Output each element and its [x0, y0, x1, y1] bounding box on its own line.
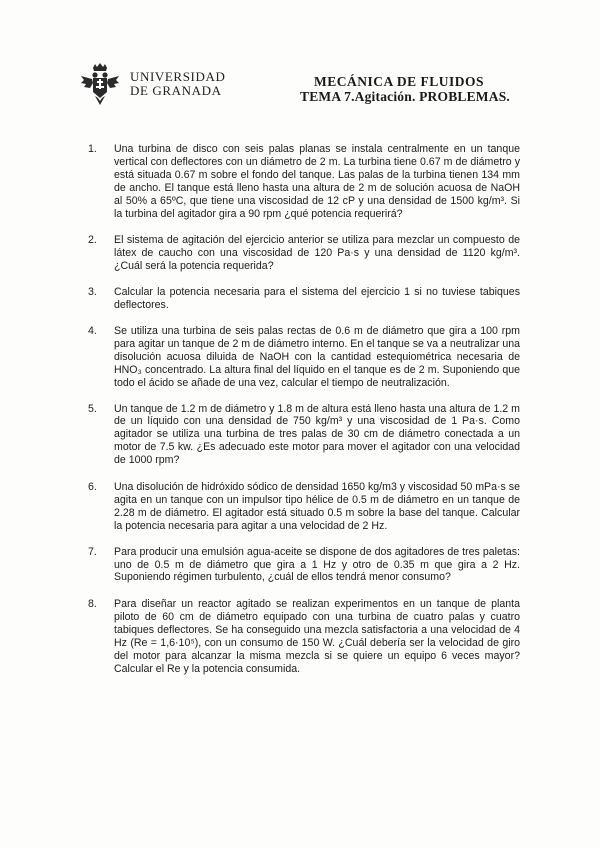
problem-item-1 [88, 143, 520, 220]
problem-item-8 [88, 598, 520, 675]
course-heading [300, 74, 510, 104]
university-crest-icon [78, 62, 122, 106]
university-name-line2: DE GRANADA [130, 83, 222, 98]
problem-item-5 [88, 403, 520, 468]
problem-number: 1. [88, 143, 97, 155]
problem-number: 6. [88, 481, 97, 494]
problem-text: Una turbina de disco con seis palas planas se instala centralmente en un tanque vertical con deflectores con un diámetro de 2 m. La turbina tiene 0.67 m de diámetro y está situada 0.67 m sobre el fondo del tanque. Las palas de la turbina tienen 134 mm de ancho. El tanque está lleno hasta una altura de 2 m de solución acuosa de NaOH al 50% a 65ºC, que tiene una viscosidad de 12 cP y una densidad de 1500 kg/m³. Si la turbina del agitador gira a 90 rpm ¿qué potencia requerirá? [114, 143, 520, 220]
problem-item-2 [88, 234, 520, 273]
problem-text: Para producir una emulsión agua-aceite se dispone de dos agitadores de tres paletas: uno de 0.5 m de diámetro que gira a 1 Hz y otro de 0.35 m que gira a 2 Hz. Suponiendo régimen turbulento, ¿cuál de ellos tendrá menor consumo? [114, 545, 520, 584]
problem-text: Calcular la potencia necesaria para el sistema del ejercicio 1 si no tuviese tabiques deflectores. [114, 286, 520, 312]
problem-text: El sistema de agitación del ejercicio anterior se utiliza para mezclar un compuesto de látex de caucho con una viscosidad de 120 Pa·s y una densidad de 1120 kg/m³. ¿Cuál será la potencia requerida? [114, 234, 520, 273]
problem-number: 2. [88, 234, 97, 247]
problem-number: 7. [88, 545, 97, 558]
problem-number: 5. [88, 402, 97, 415]
problem-item-6 [88, 481, 520, 533]
problem-item-3 [88, 286, 520, 312]
page-header [78, 62, 538, 110]
problem-number: 4. [88, 324, 97, 337]
problem-number: 8. [88, 598, 97, 611]
problem-text: Se utiliza una turbina de seis palas rectas de 0.6 m de diámetro que gira a 100 rpm para agitar un tanque de 2 m de diámetro interno. En el tanque se va a neutralizar una disolución acuosa diluida de NaOH con la cantidad estequiométrica necesaria de HNO₃ concentrado. La altura final del líquido en el tanque es de 2 m. Suponiendo que todo el ácido se añade de una vez, calcular el tiempo de neutralización. [114, 324, 520, 389]
problem-item-4 [88, 325, 520, 390]
problem-number: 3. [88, 286, 97, 299]
course-title: MECÁNICA DE FLUIDOS [314, 74, 485, 89]
university-name-line1: UNIVERSIDAD [130, 69, 226, 84]
university-name [130, 70, 225, 98]
problem-text: Una disolución de hidróxido sódico de densidad 1650 kg/m3 y viscosidad 50 mPa·s se agita en un tanque con un impulsor tipo hélice de 0.5 m de diámetro en un tanque de 2.28 m de diámetro. El agitador está situado 0.5 m sobre la base del tanque. Calcular la potencia necesaria para agitar a una velocidad de 2 Hz. [114, 481, 520, 532]
problem-list [88, 143, 520, 676]
problem-text: Para diseñar un reactor agitado se realizan experimentos en un tanque de planta piloto de 60 cm de diámetro equipado con una turbina de cuatro palas y cuatro tabiques deflectores. Se ha conseguido una mezcla satisfactoria a una velocidad de 4 Hz (Re = 1,6·10⁵), con un consumo de 150 W. ¿Cuál debería ser la velocidad de giro del motor para alcanzar la misma mezcla si se quiere un equipo 6 veces mayor? Calcular el Re y la potencia consumida. [114, 598, 520, 675]
problem-item-7 [88, 546, 520, 585]
problem-text: Un tanque de 1.2 m de diámetro y 1.8 m de altura está lleno hasta una altura de 1.2 m de un líquido con una densidad de 750 kg/m³ y una viscosidad de 1 Pa·s. Como agitador se utiliza una turbina de tres palas de 30 cm de diámetro conectada a un motor de 7.5 kw. ¿Es adecuado este motor para mover el agitador con una velocidad de 1000 rpm? [114, 402, 520, 467]
course-subtitle: TEMA 7.Agitación. PROBLEMAS. [300, 89, 510, 104]
